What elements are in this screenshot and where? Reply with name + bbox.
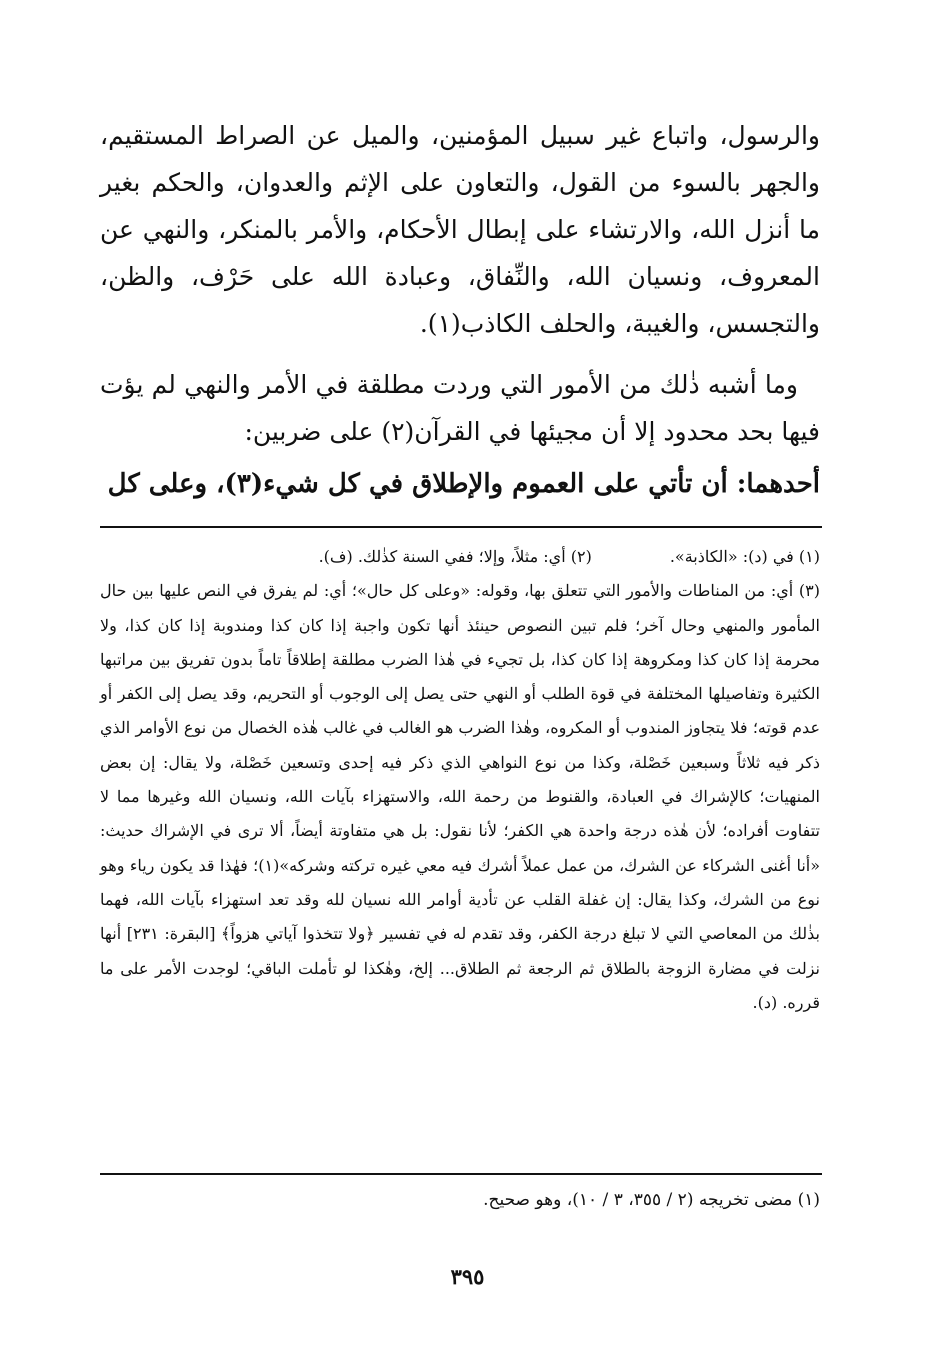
footnotes-bottom (100, 1183, 820, 1217)
main-paragraph-3: أحدهما: أن تأتي على العموم والإطلاق في كل شيء(٣)، وعلى كل (107, 469, 820, 499)
footnote-separator-top (100, 526, 822, 528)
footnote-bottom-1: (١) مضى تخريجه (٢ / ٣٥٥، ٣ / ١٠)، وهو صحيح. (483, 1190, 820, 1210)
footnote-row (100, 540, 820, 574)
main-paragraph-1: والرسول، واتباع غير سبيل المؤمنين، والميل عن الصراط المستقيم، والجهر بالسوء من القول، والتعاون على الإثم والعدوان، والحكم بغير ما أنزل الله، والارتشاء على إبطال الأحكام، والأمر بالمنكر، والنهي عن المعروف، ونسيان الله، والنِّفاق، وعبادة الله على حَرْف، والظن، والتجسس، والغيبة، والحلف الكاذب(١). (100, 121, 820, 338)
footnote-1: (١) في (د): «الكاذبة». (669, 547, 820, 566)
main-text-block (100, 112, 820, 508)
footnote-separator-bottom (100, 1173, 822, 1175)
main-paragraph-2: وما أشبه ذٰلك من الأمور التي وردت مطلقة في الأمر والنهي لم يؤت فيها بحد محدود إلا أن مجيئها في القرآن(٢) على ضربين: (100, 370, 820, 446)
footnote-3: (٣) أي: من المناطات والأمور التي تتعلق بها، وقوله: «وعلى كل حال»؛ أي: لم يفرق في النص عليها بين حال المأمور والمنهي وحال آخر؛ فلم تبين النصوص حينئذ أنها تكون واجبة إذا كان كذا ومندوبة إذا كان كذا، ولا محرمة إذا كان كذا ومكروهة إذا كان كذا، بل تجيء في هٰذا الضرب مطلقة إطلاقاً تاماً بدون تفريق بين مراتبها الكثيرة وتفاصيلها المختلفة في قوة الطلب أو النهي حتى يصل إلى الوجوب أو التحريم، وقد يصل إلى الكفر أو عدم قوته؛ فلا يتجاوز المندوب أو المكروه، وهٰذا الضرب هو الغالب في غالب هٰذه الخصال من نوع الأوامر الذي ذكر فيه ثلاثاً وسبعين خَصْلة، وكذا من نوع النواهي الذي ذكر فيه إحدى وتسعين خَصْلة، ولا يقال: إن بعض المنهيات؛ كالإشراك في العبادة، والقنوط من رحمة الله، والاستهزاء بآيات الله، ونسيان الله وغيرها مما لا تتفاوت أفراده؛ لأن هٰذه درجة واحدة هي الكفر؛ لأنا نقول: بل هي متفاوتة أيضاً، ألا ترى في الإشراك حديث: «أنا أغنى الشركاء عن الشرك، من عمل عملاً أشرك فيه معي غيره تركته وشركه»(١)؛ فهٰذا قد يكون رياء وهو نوع من الشرك، وكذا يقال: إن غفلة القلب عن تأدية أوامر الله نسيان لله وقد تعد استهزاء بآيات الله، فهما بذٰلك من المعاصي التي لا تبلغ درجة الكفر، وقد تقدم له في تفسير ﴿ولا تتخذوا آياتي هزواً﴾ [البقرة: ٢٣١] أنها نزلت في مضارة الزوجة بالطلاق ثم الرجعة ثم الطلاق... إلخ، وهٰكذا لو تأملت الباقي؛ لوجدت الأمر على ما قرره. (د). (100, 581, 821, 1012)
footnotes-top (100, 540, 820, 1020)
page-number: ٣٩٥ (450, 1264, 485, 1289)
footnote-2: (٢) أي: مثلاً، وإلا؛ ففي السنة كذٰلك. (ف). (318, 547, 592, 566)
